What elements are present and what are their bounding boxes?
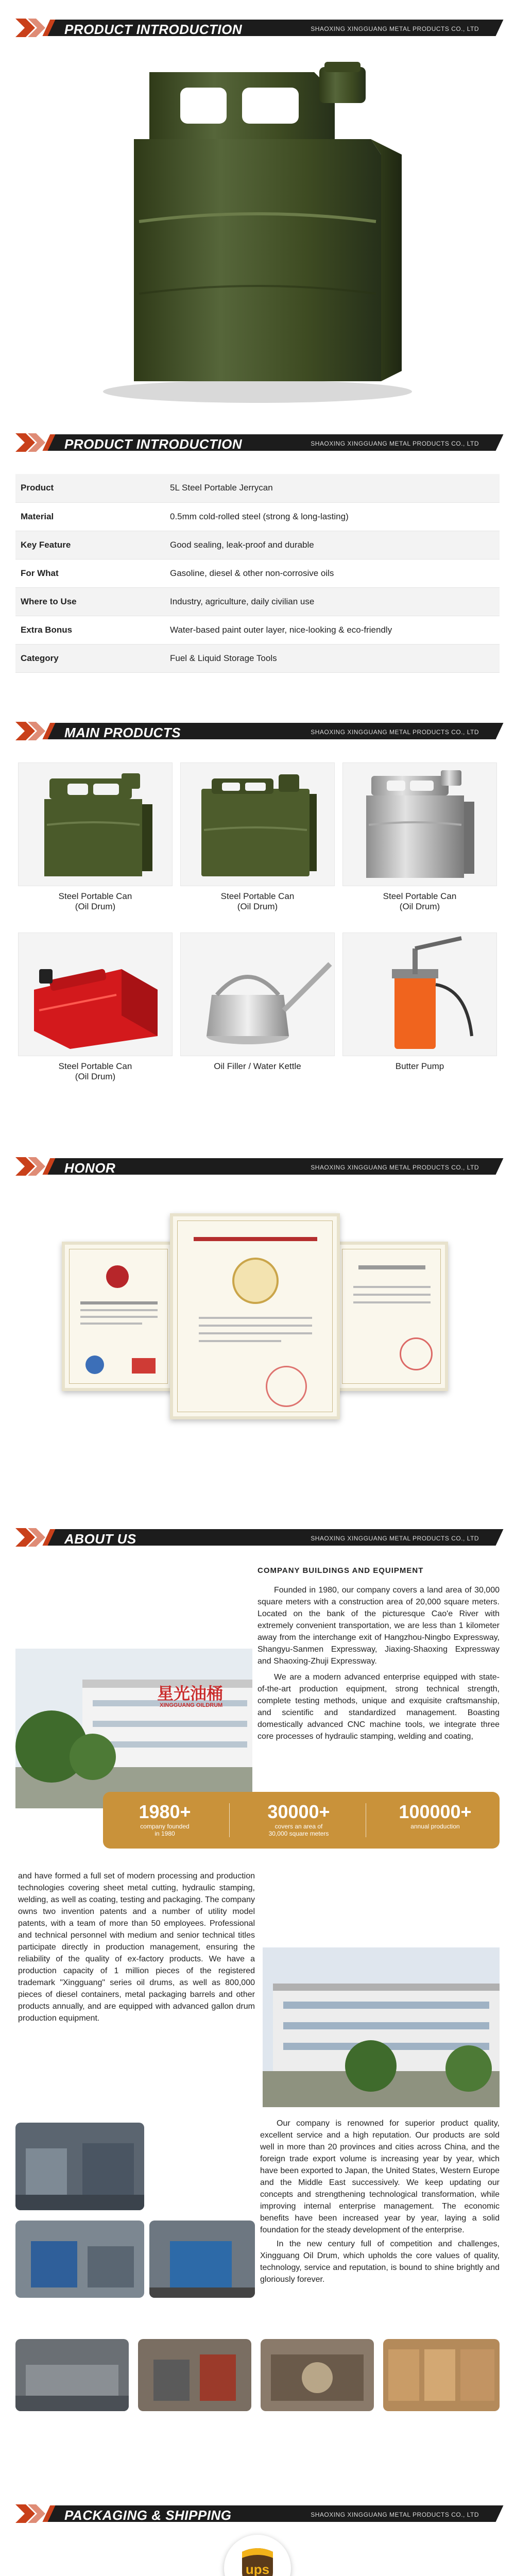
spec-key: Extra Bonus bbox=[15, 616, 165, 644]
table-row bbox=[15, 502, 500, 531]
section-title: HONOR bbox=[64, 1160, 116, 1176]
table-row bbox=[15, 474, 500, 502]
workshop-photo bbox=[15, 2339, 129, 2411]
section-banner-main-products bbox=[15, 719, 500, 743]
company-name: SHAOXING XINGGUANG METAL PRODUCTS CO., LTD bbox=[311, 1164, 479, 1171]
product-caption: Steel Portable Can (Oil Drum) bbox=[220, 891, 295, 911]
company-name: SHAOXING XINGGUANG METAL PRODUCTS CO., LTD bbox=[311, 1535, 479, 1542]
product-caption: Butter Pump bbox=[395, 1061, 444, 1071]
spec-value: 0.5mm cold-rolled steel (strong & long-lasting) bbox=[165, 502, 500, 531]
about-paragraph: and have formed a full set of modern processing and production technologies covering sheet metal cutting, hydraulic stamping, welding, as well as coating, testing and packaging. The company owns two invention patents and a number of utility model patents, with a team of more than 50 employees. Professional and technical personnel with medium and senior technical titles participate directly in production management, ensuring the reliability of the quality of ex-factory products. We have a production capacity of 1 million pieces of the registered trademark "Xingguang" series oil drums, as well as 800,000 pieces of diesel containers, metal packaging barrels and other products annually, and are equipped with advanced gallon drum production equipment. bbox=[18, 1872, 255, 2023]
table-row bbox=[15, 616, 500, 644]
product-card[interactable] bbox=[180, 933, 335, 1072]
product-image bbox=[342, 933, 497, 1056]
spec-value: 5L Steel Portable Jerrycan bbox=[165, 474, 500, 502]
product-image bbox=[18, 933, 173, 1056]
product-caption: Steel Portable Can (Oil Drum) bbox=[58, 891, 132, 911]
spec-value: Industry, agriculture, daily civilian use bbox=[165, 587, 500, 616]
product-caption: Steel Portable Can (Oil Drum) bbox=[383, 891, 457, 911]
company-name: SHAOXING XINGGUANG METAL PRODUCTS CO., LTD bbox=[311, 728, 479, 736]
about-paragraph: Our company is renowned for superior product quality, excellent service and a high reputation. Our products are sold well in more than 20 provinces and cities across China, and the foreign trade export volume is increasing year by year, which have been exported to Japan, the United States, Western Europe and the Middle East successively. We keep updating our concepts and strengthening technological transformation, while improving internal enterprise management. The economic benefits have been increased year by year, laying a solid foundation for the steady development of the enterprise. In the new century full of competition and challenges, Xingguang Oil Drum, which upholds the core values of quality, technology, service and reputation, is bound to shine brightly and gloriously forever. bbox=[260, 2119, 500, 2284]
table-row bbox=[15, 531, 500, 559]
product-card[interactable] bbox=[342, 762, 497, 912]
table-row bbox=[15, 559, 500, 587]
spec-key: Key Feature bbox=[15, 531, 165, 559]
table-row bbox=[15, 587, 500, 616]
warehouse-photo bbox=[383, 2339, 500, 2411]
spec-table bbox=[15, 474, 500, 673]
spec-value: Gasoline, diesel & other non-corrosive oils bbox=[165, 559, 500, 587]
spec-key: Category bbox=[15, 644, 165, 672]
section-title: ABOUT US bbox=[64, 1531, 136, 1547]
workshop-photo bbox=[138, 2339, 251, 2411]
product-card[interactable] bbox=[18, 762, 173, 912]
stat-production: 100000+ annual production bbox=[399, 1801, 472, 1830]
section-title: PRODUCT INTRODUCTION bbox=[64, 436, 243, 452]
spec-key: Product bbox=[15, 474, 165, 502]
product-card[interactable] bbox=[180, 762, 335, 912]
workshop-photo bbox=[261, 2339, 374, 2411]
spec-value: Water-based paint outer layer, nice-looking & eco-friendly bbox=[165, 616, 500, 644]
ups-logo: ups bbox=[224, 2535, 291, 2576]
workshop-photo bbox=[149, 2221, 255, 2298]
product-image bbox=[342, 762, 497, 886]
product-caption: Oil Filler / Water Kettle bbox=[214, 1061, 301, 1071]
spec-value: Fuel & Liquid Storage Tools bbox=[165, 644, 500, 672]
honor-certificate bbox=[62, 1242, 175, 1391]
product-image bbox=[180, 933, 335, 1056]
factory-sign-sub: XINGGUANG OILDRUM bbox=[160, 1702, 223, 1708]
factory-building-photo-2 bbox=[263, 1947, 500, 2107]
table-row bbox=[15, 644, 500, 672]
spec-key: Material bbox=[15, 502, 165, 531]
stat-area: 30000+ covers an area of 30,000 square meters bbox=[267, 1801, 330, 1837]
product-card[interactable] bbox=[342, 933, 497, 1072]
company-name: SHAOXING XINGGUANG METAL PRODUCTS CO., LTD bbox=[311, 440, 479, 447]
stats-banner bbox=[103, 1792, 500, 1849]
product-image bbox=[18, 762, 173, 886]
company-name: SHAOXING XINGGUANG METAL PRODUCTS CO., LTD bbox=[311, 2511, 479, 2518]
stat-founded: 1980+ company founded in 1980 bbox=[139, 1801, 191, 1837]
factory-building-photo bbox=[15, 1649, 252, 1808]
product-card[interactable] bbox=[18, 933, 173, 1082]
section-banner-packaging bbox=[15, 2501, 500, 2526]
section-banner-product-intro bbox=[15, 15, 500, 40]
spec-key: Where to Use bbox=[15, 587, 165, 616]
section-title: MAIN PRODUCTS bbox=[64, 725, 181, 740]
section-title: PACKAGING & SHIPPING bbox=[64, 2507, 232, 2523]
factory-sign: 星光油桶 bbox=[157, 1684, 224, 1703]
section-title: PRODUCT INTRODUCTION bbox=[64, 22, 243, 37]
section-banner-honor bbox=[15, 1154, 500, 1179]
product-caption: Steel Portable Can (Oil Drum) bbox=[58, 1061, 132, 1081]
spec-value: Good sealing, leak-proof and durable bbox=[165, 531, 500, 559]
honor-certificate bbox=[335, 1242, 448, 1391]
about-heading: COMPANY BUILDINGS AND EQUIPMENT bbox=[258, 1566, 424, 1575]
workshop-photo bbox=[15, 2123, 144, 2210]
workshop-photo bbox=[15, 2221, 144, 2298]
jerrycan-photo bbox=[93, 52, 422, 407]
section-banner-about-us bbox=[15, 1525, 500, 1550]
product-image bbox=[180, 762, 335, 886]
section-banner-product-intro-2 bbox=[15, 430, 500, 455]
company-name: SHAOXING XINGGUANG METAL PRODUCTS CO., LTD bbox=[311, 25, 479, 32]
about-paragraph: Founded in 1980, our company covers a land area of 30,000 square meters with a construction area of 20,000 square meters. Located on the bank of the picturesque Cao'e River with extremely convenient transportation, we are less than 1 kilometer away from the interchange exit of Hangzhou-Ningbo Expressway, Shangyu-Sanmen Expressway, Jiaxing-Shaoxing Expressway and Shaoxing-Zhuji Expressway. We are a modern advanced enterprise equipped with state-of-the-art production equipment, strong technical strength, complete testing methods, unique and exquisite craftsmanship, and scientific and standardized management. Boasting domestically advanced CNC machine tools, we integrate three core processes of hydraulic stamping, welding and coating, bbox=[258, 1586, 500, 1741]
spec-key: For What bbox=[15, 559, 165, 587]
honor-certificate bbox=[170, 1213, 340, 1419]
